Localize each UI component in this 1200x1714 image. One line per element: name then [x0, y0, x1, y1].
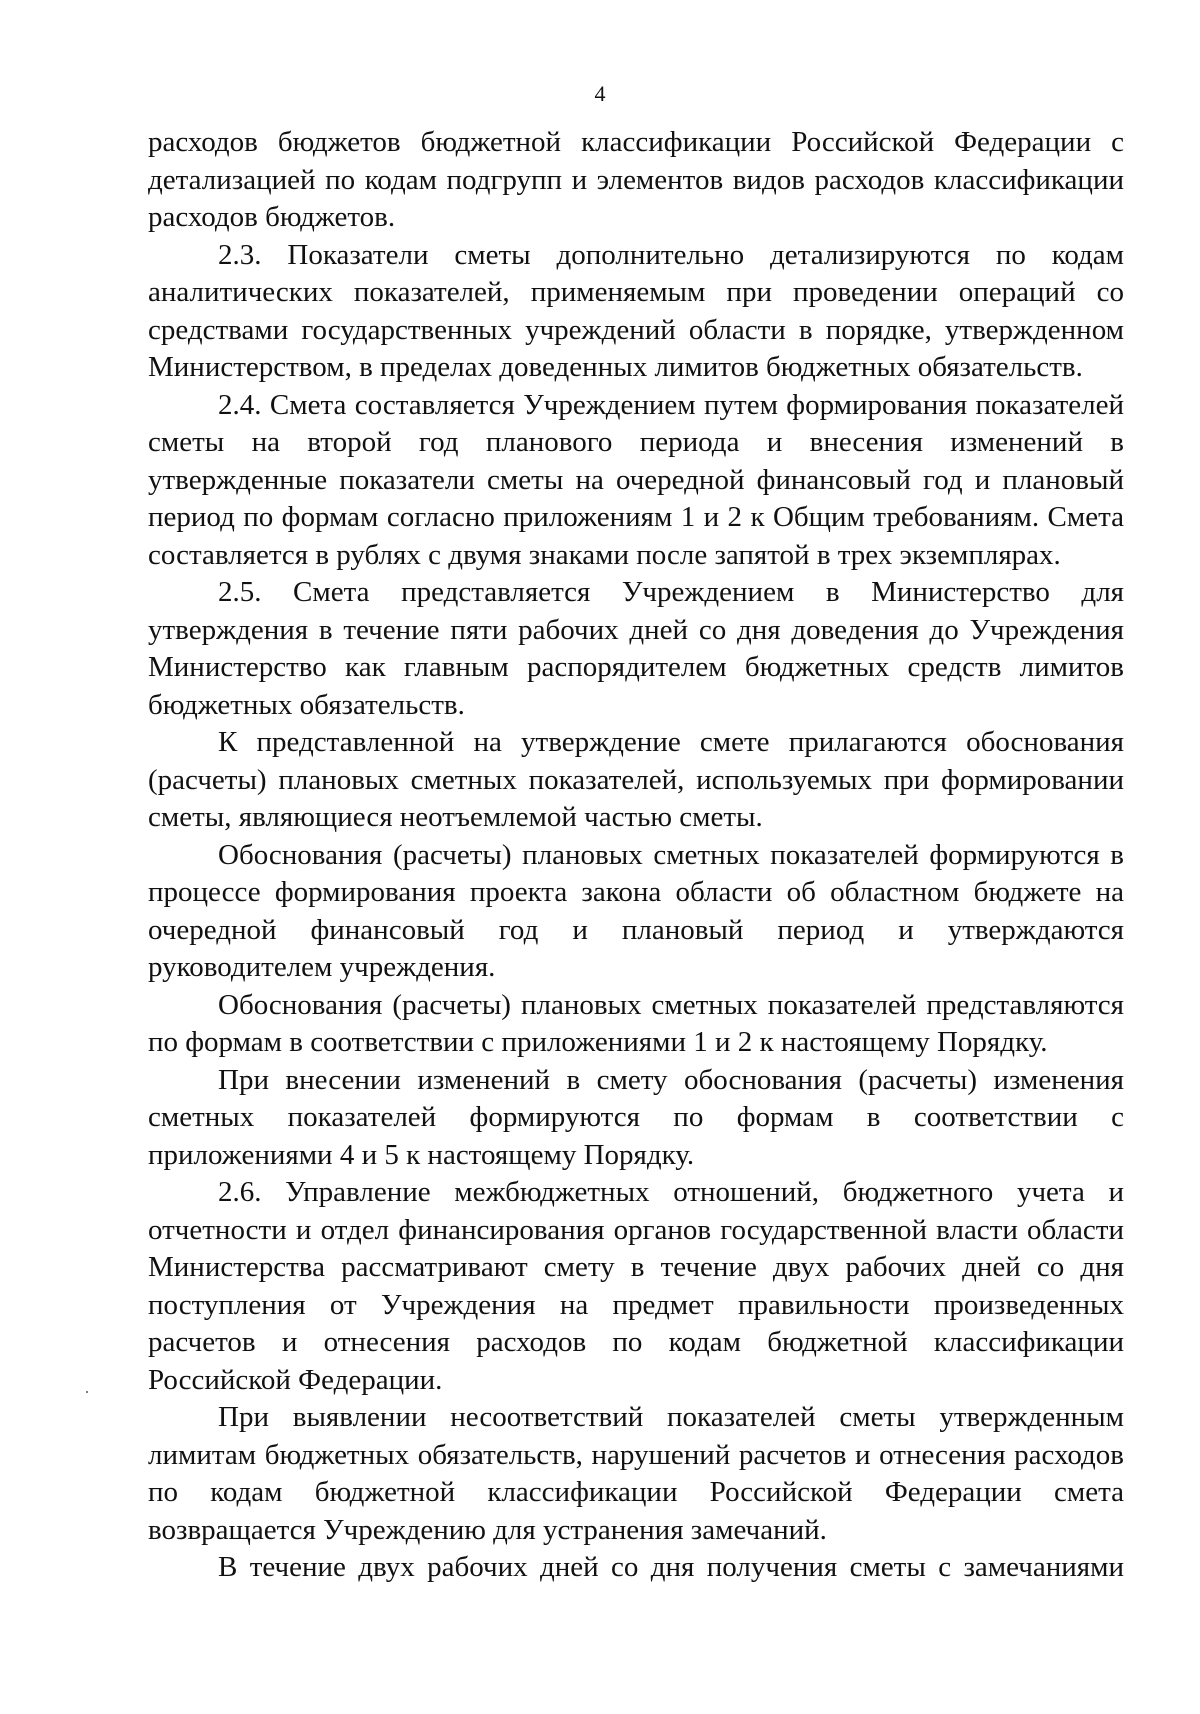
- paragraph-2-5: 2.5. Смета представляется Учреждением в Министерство для утверждения в течение пяти рабочих дней со дня доведения до Учреждения Министерство как главным распорядителем бюджетных средств лимитов бюджетных обязательств.: [148, 576, 1124, 721]
- page-number: 4: [594, 81, 606, 106]
- paragraph-2-3: 2.3. Показатели сметы дополнительно детализируются по кодам аналитических показателей, применяемым при проведении операций со средствами государственных учреждений области в порядке, утвержденном Министерством, в пределах доведенных лимитов бюджетных обязательств.: [148, 238, 1124, 383]
- scan-speck: [86, 1391, 88, 1393]
- paragraph-2-6: 2.6. Управление межбюджетных отношений, бюджетного учета и отчетности и отдел финансирования органов государственной власти области Министерства рассматривают смету в течение двух рабочих дней со дня поступления от Учреждения на предмет правильности произведенных расчетов и отнесения расходов по кодам бюджетной классификации Российской Федерации.: [148, 1176, 1124, 1396]
- paragraph-within-two-days: В течение двух рабочих дней со дня получения сметы с замечаниями: [218, 1551, 1124, 1583]
- paragraph-discrepancies: При выявлении несоответствий показателей сметы утвержденным лимитам бюджетных обязательств, нарушений расчетов и отнесения расходов по кодам бюджетной классификации Российской Федерации смета возвращается Учреждению для устранения замечаний.: [148, 1401, 1124, 1546]
- paragraph-2-4: 2.4. Смета составляется Учреждением путем формирования показателей сметы на второй год планового периода и внесения изменений в утвержденные показатели сметы на очередной финансовый год и плановый период по формам согласно приложениям 1 и 2 к Общим требованиям. Смета составляется в рублях с двумя знаками после запятой в трех экземплярах.: [148, 388, 1124, 571]
- paragraph-justifications-attached: К представленной на утверждение смете прилагаются обоснования (расчеты) плановых сметных показателей, используемых при формировании сметы, являющиеся неотъемлемой частью сметы.: [148, 726, 1124, 833]
- paragraph-justifications-forms: Обоснования (расчеты) плановых сметных показателей представляются по формам в соответствии с приложениями 1 и 2 к настоящему Порядку.: [148, 988, 1124, 1058]
- paragraph-justifications-formed: Обоснования (расчеты) плановых сметных показателей формируются в процессе формирования проекта закона области об областном бюджете на очередной финансовый год и плановый период и утверждаются руководителем учреждения.: [148, 838, 1124, 983]
- document-body: [148, 124, 1124, 1587]
- paragraph-continuation: расходов бюджетов бюджетной классификации Российской Федерации с детализацией по кодам подгрупп и элементов видов расходов классификации расходов бюджетов.: [148, 126, 1124, 233]
- paragraph-changes: При внесении изменений в смету обоснования (расчеты) изменения сметных показателей формируются по формам в соответствии с приложениями 4 и 5 к настоящему Порядку.: [148, 1063, 1124, 1171]
